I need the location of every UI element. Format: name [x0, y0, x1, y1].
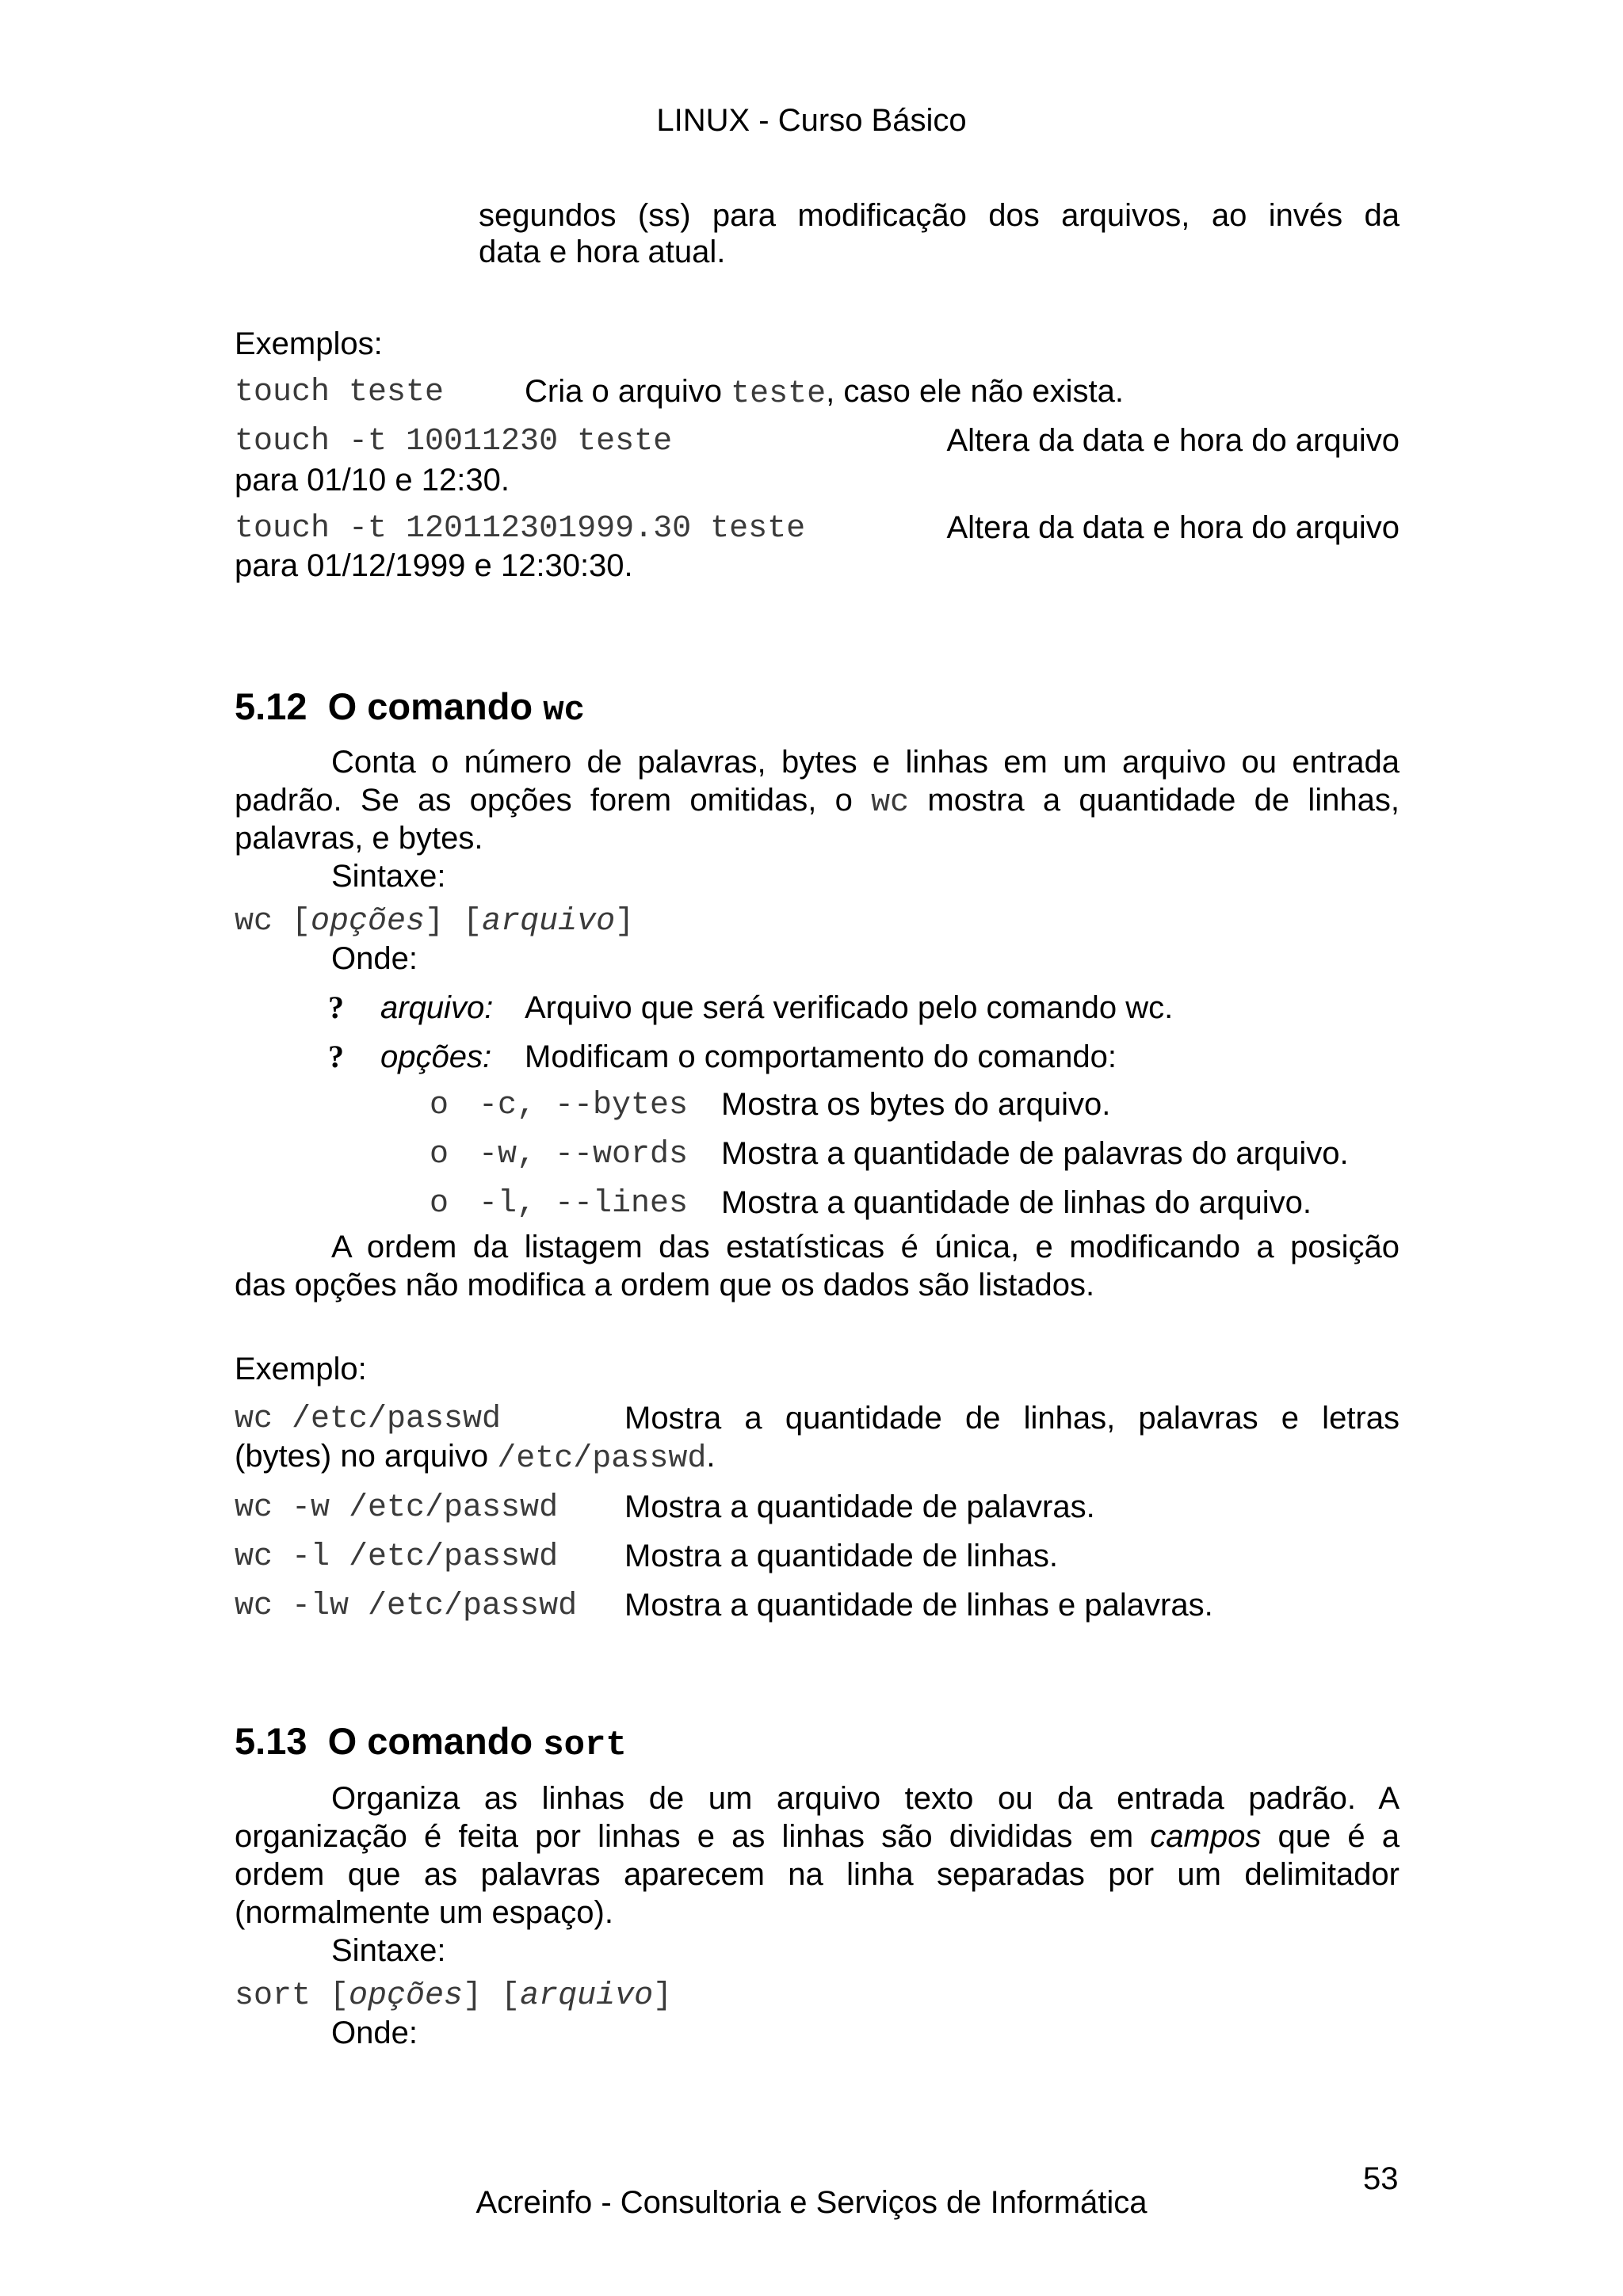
wc-onde-label: Onde: — [331, 941, 418, 976]
touch-example-2-cmd: touch -t 10011230 teste — [235, 424, 673, 460]
param-arquivo-term: arquivo: — [380, 990, 494, 1025]
wc-syntax-label: Sintaxe: — [331, 859, 446, 894]
wc-order-line-2: das opções não modifica a ordem que os dados são listados. — [235, 1268, 1095, 1302]
intro-line-2: data e hora atual. — [479, 235, 726, 269]
examples-label: Exemplos: — [235, 326, 383, 361]
footer-company: Acreinfo - Consultoria e Serviços de Informática — [475, 2185, 1148, 2220]
wc-paragraph-line-2: padrão. Se as opções forem omitidas, o wc mostra a quantidade de linhas, — [235, 783, 1400, 821]
option-desc-lines: Mostra a quantidade de linhas do arquivo. — [721, 1185, 1312, 1220]
touch-example-1-cmd: touch teste — [235, 375, 445, 410]
wc-example-4-desc: Mostra a quantidade de linhas e palavras. — [624, 1588, 1213, 1623]
page-header-title: LINUX - Curso Básico — [656, 103, 967, 138]
page-number: 53 — [1363, 2161, 1399, 2196]
wc-example-4-cmd: wc -lw /etc/passwd — [235, 1589, 578, 1624]
wc-example-1-cont: (bytes) no arquivo /etc/passwd. — [235, 1439, 716, 1477]
option-flag-words: -w, --words — [479, 1137, 689, 1173]
param-arquivo-desc: Arquivo que será verificado pelo comando wc. — [525, 990, 1174, 1025]
wc-example-1-desc: Mostra a quantidade de linhas, palavras e letras — [624, 1401, 1400, 1436]
wc-example-label: Exemplo: — [235, 1352, 367, 1386]
wc-paragraph-line-3: palavras, e bytes. — [235, 821, 483, 856]
param-opcoes-term: opções: — [380, 1039, 492, 1074]
wc-order-line-1: A ordem da listagem das estatísticas é única, e modificando a posição — [331, 1230, 1400, 1264]
bullet-marker: ? — [328, 990, 344, 1025]
bullet-marker: ? — [328, 1039, 344, 1074]
wc-example-3-cmd: wc -l /etc/passwd — [235, 1539, 559, 1575]
wc-example-3-desc: Mostra a quantidade de linhas. — [624, 1539, 1059, 1573]
option-desc-bytes: Mostra os bytes do arquivo. — [721, 1087, 1111, 1122]
sort-paragraph-line-2: organização é feita por linhas e as linhas são divididas em campos que é a — [235, 1819, 1400, 1854]
sub-bullet-marker: o — [430, 1088, 449, 1123]
section-heading-sort: 5.13 O comando sort — [235, 1720, 627, 1765]
sort-paragraph-line-3: ordem que as palavras aparecem na linha separadas por um delimitador — [235, 1857, 1400, 1892]
touch-example-1-desc: Cria o arquivo teste, caso ele não exista. — [525, 374, 1124, 412]
section-heading-wc: 5.12 O comando wc — [235, 685, 586, 730]
touch-example-3-cont: para 01/12/1999 e 12:30:30. — [235, 548, 633, 583]
sort-syntax-line: sort [opções] [arquivo] — [235, 1978, 673, 2014]
sort-paragraph-line-4: (normalmente um espaço). — [235, 1895, 613, 1930]
wc-paragraph-line-1: Conta o número de palavras, bytes e linhas em um arquivo ou entrada — [331, 745, 1400, 780]
param-opcoes-desc: Modificam o comportamento do comando: — [525, 1039, 1117, 1074]
sort-syntax-label: Sintaxe: — [331, 1933, 446, 1968]
intro-line-1: segundos (ss) para modificação dos arquivos, ao invés da — [479, 198, 1400, 233]
sort-paragraph-line-1: Organiza as linhas de um arquivo texto ou da entrada padrão. A — [331, 1781, 1400, 1816]
touch-example-3-cmd: touch -t 120112301999.30 teste — [235, 511, 806, 547]
wc-example-2-cmd: wc -w /etc/passwd — [235, 1490, 559, 1526]
wc-syntax-line: wc [opções] [arquivo] — [235, 904, 635, 940]
touch-example-2-desc: Altera da data e hora do arquivo — [946, 423, 1400, 458]
wc-example-2-desc: Mostra a quantidade de palavras. — [624, 1489, 1095, 1524]
touch-example-3-desc: Altera da data e hora do arquivo — [946, 510, 1400, 545]
wc-example-1-cmd: wc /etc/passwd — [235, 1402, 502, 1437]
option-desc-words: Mostra a quantidade de palavras do arquivo. — [721, 1136, 1349, 1171]
sort-onde-label: Onde: — [331, 2016, 418, 2050]
option-flag-bytes: -c, --bytes — [479, 1088, 689, 1123]
touch-example-2-cont: para 01/10 e 12:30. — [235, 463, 510, 498]
sub-bullet-marker: o — [430, 1137, 449, 1173]
option-flag-lines: -l, --lines — [479, 1186, 689, 1222]
sub-bullet-marker: o — [430, 1186, 449, 1222]
